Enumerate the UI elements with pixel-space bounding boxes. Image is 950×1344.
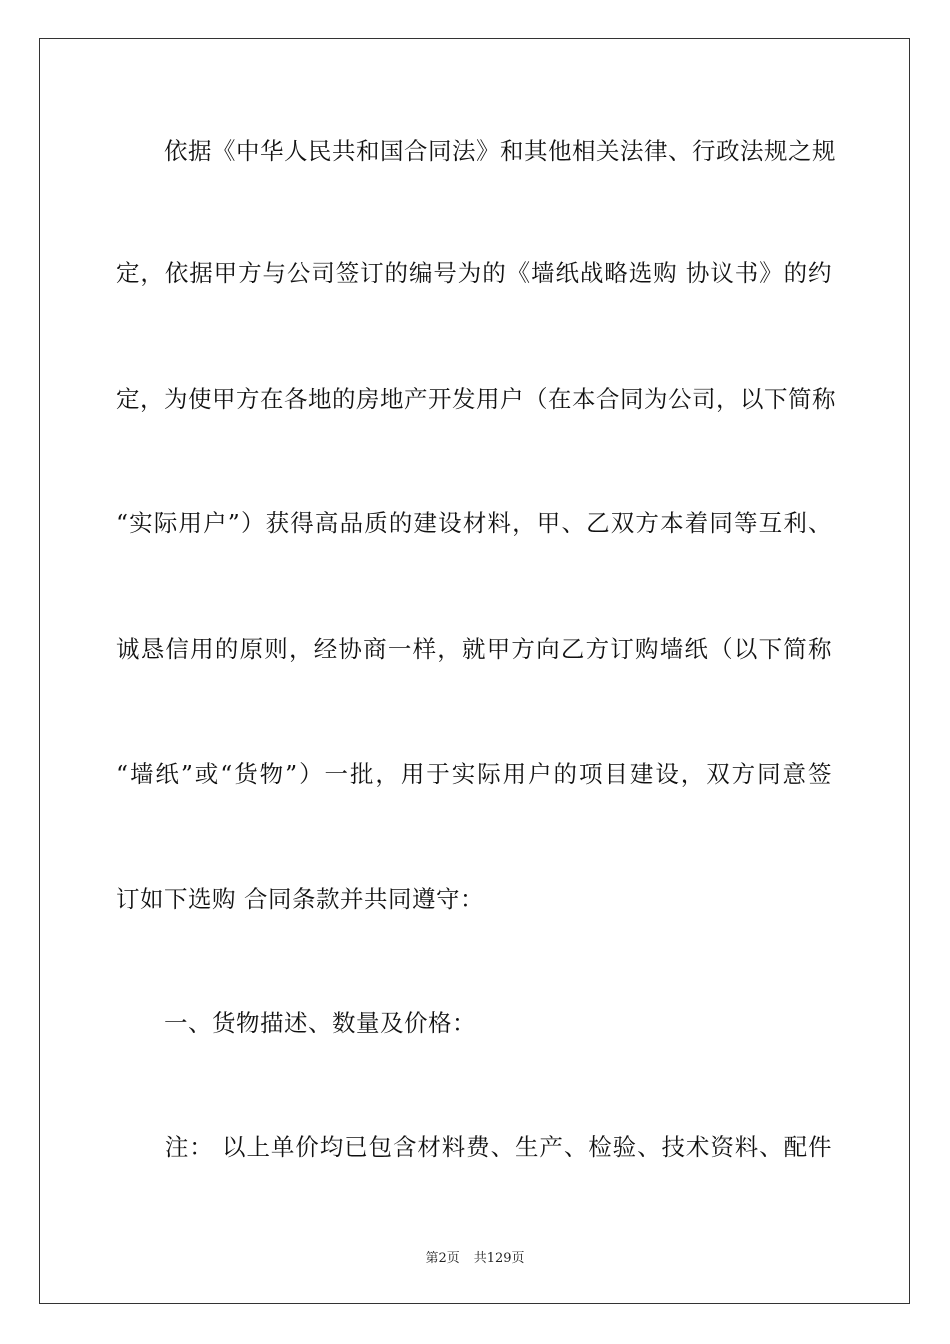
paragraph-line: “实际用户”）获得高品质的建设材料，甲、乙双方本着同等互利、 — [116, 509, 832, 537]
paragraph-line: “墙纸”或“货物”）一批，用于实际用户的项目建设，双方同意签 — [116, 760, 832, 788]
paragraph-line: 诚恳信用的原则，经协商一样，就甲方向乙方订购墙纸（以下简称 — [116, 635, 832, 663]
page-total: 共129页 — [473, 1251, 525, 1266]
paragraph-line: 订如下选购 合同条款并共同遵守： — [116, 885, 484, 913]
paragraph-line: 依据《中华人民共和国合同法》和其他相关法律、行政法规之规 — [116, 137, 836, 165]
page-footer — [0, 1247, 950, 1266]
paragraph-line: 定，依据甲方与公司签订的编号为的《墙纸战略选购 协议书》的约 — [116, 259, 832, 287]
note-line: 注： 以上单价均已包含材料费、生产、检验、技术资料、配件 — [116, 1133, 832, 1161]
section-heading: 一、货物描述、数量及价格： — [116, 1009, 476, 1037]
page-frame — [39, 38, 910, 1304]
paragraph-line: 定，为使甲方在各地的房地产开发用户（在本合同为公司，以下简称 — [116, 385, 836, 413]
page-current: 第2页 — [425, 1251, 460, 1266]
